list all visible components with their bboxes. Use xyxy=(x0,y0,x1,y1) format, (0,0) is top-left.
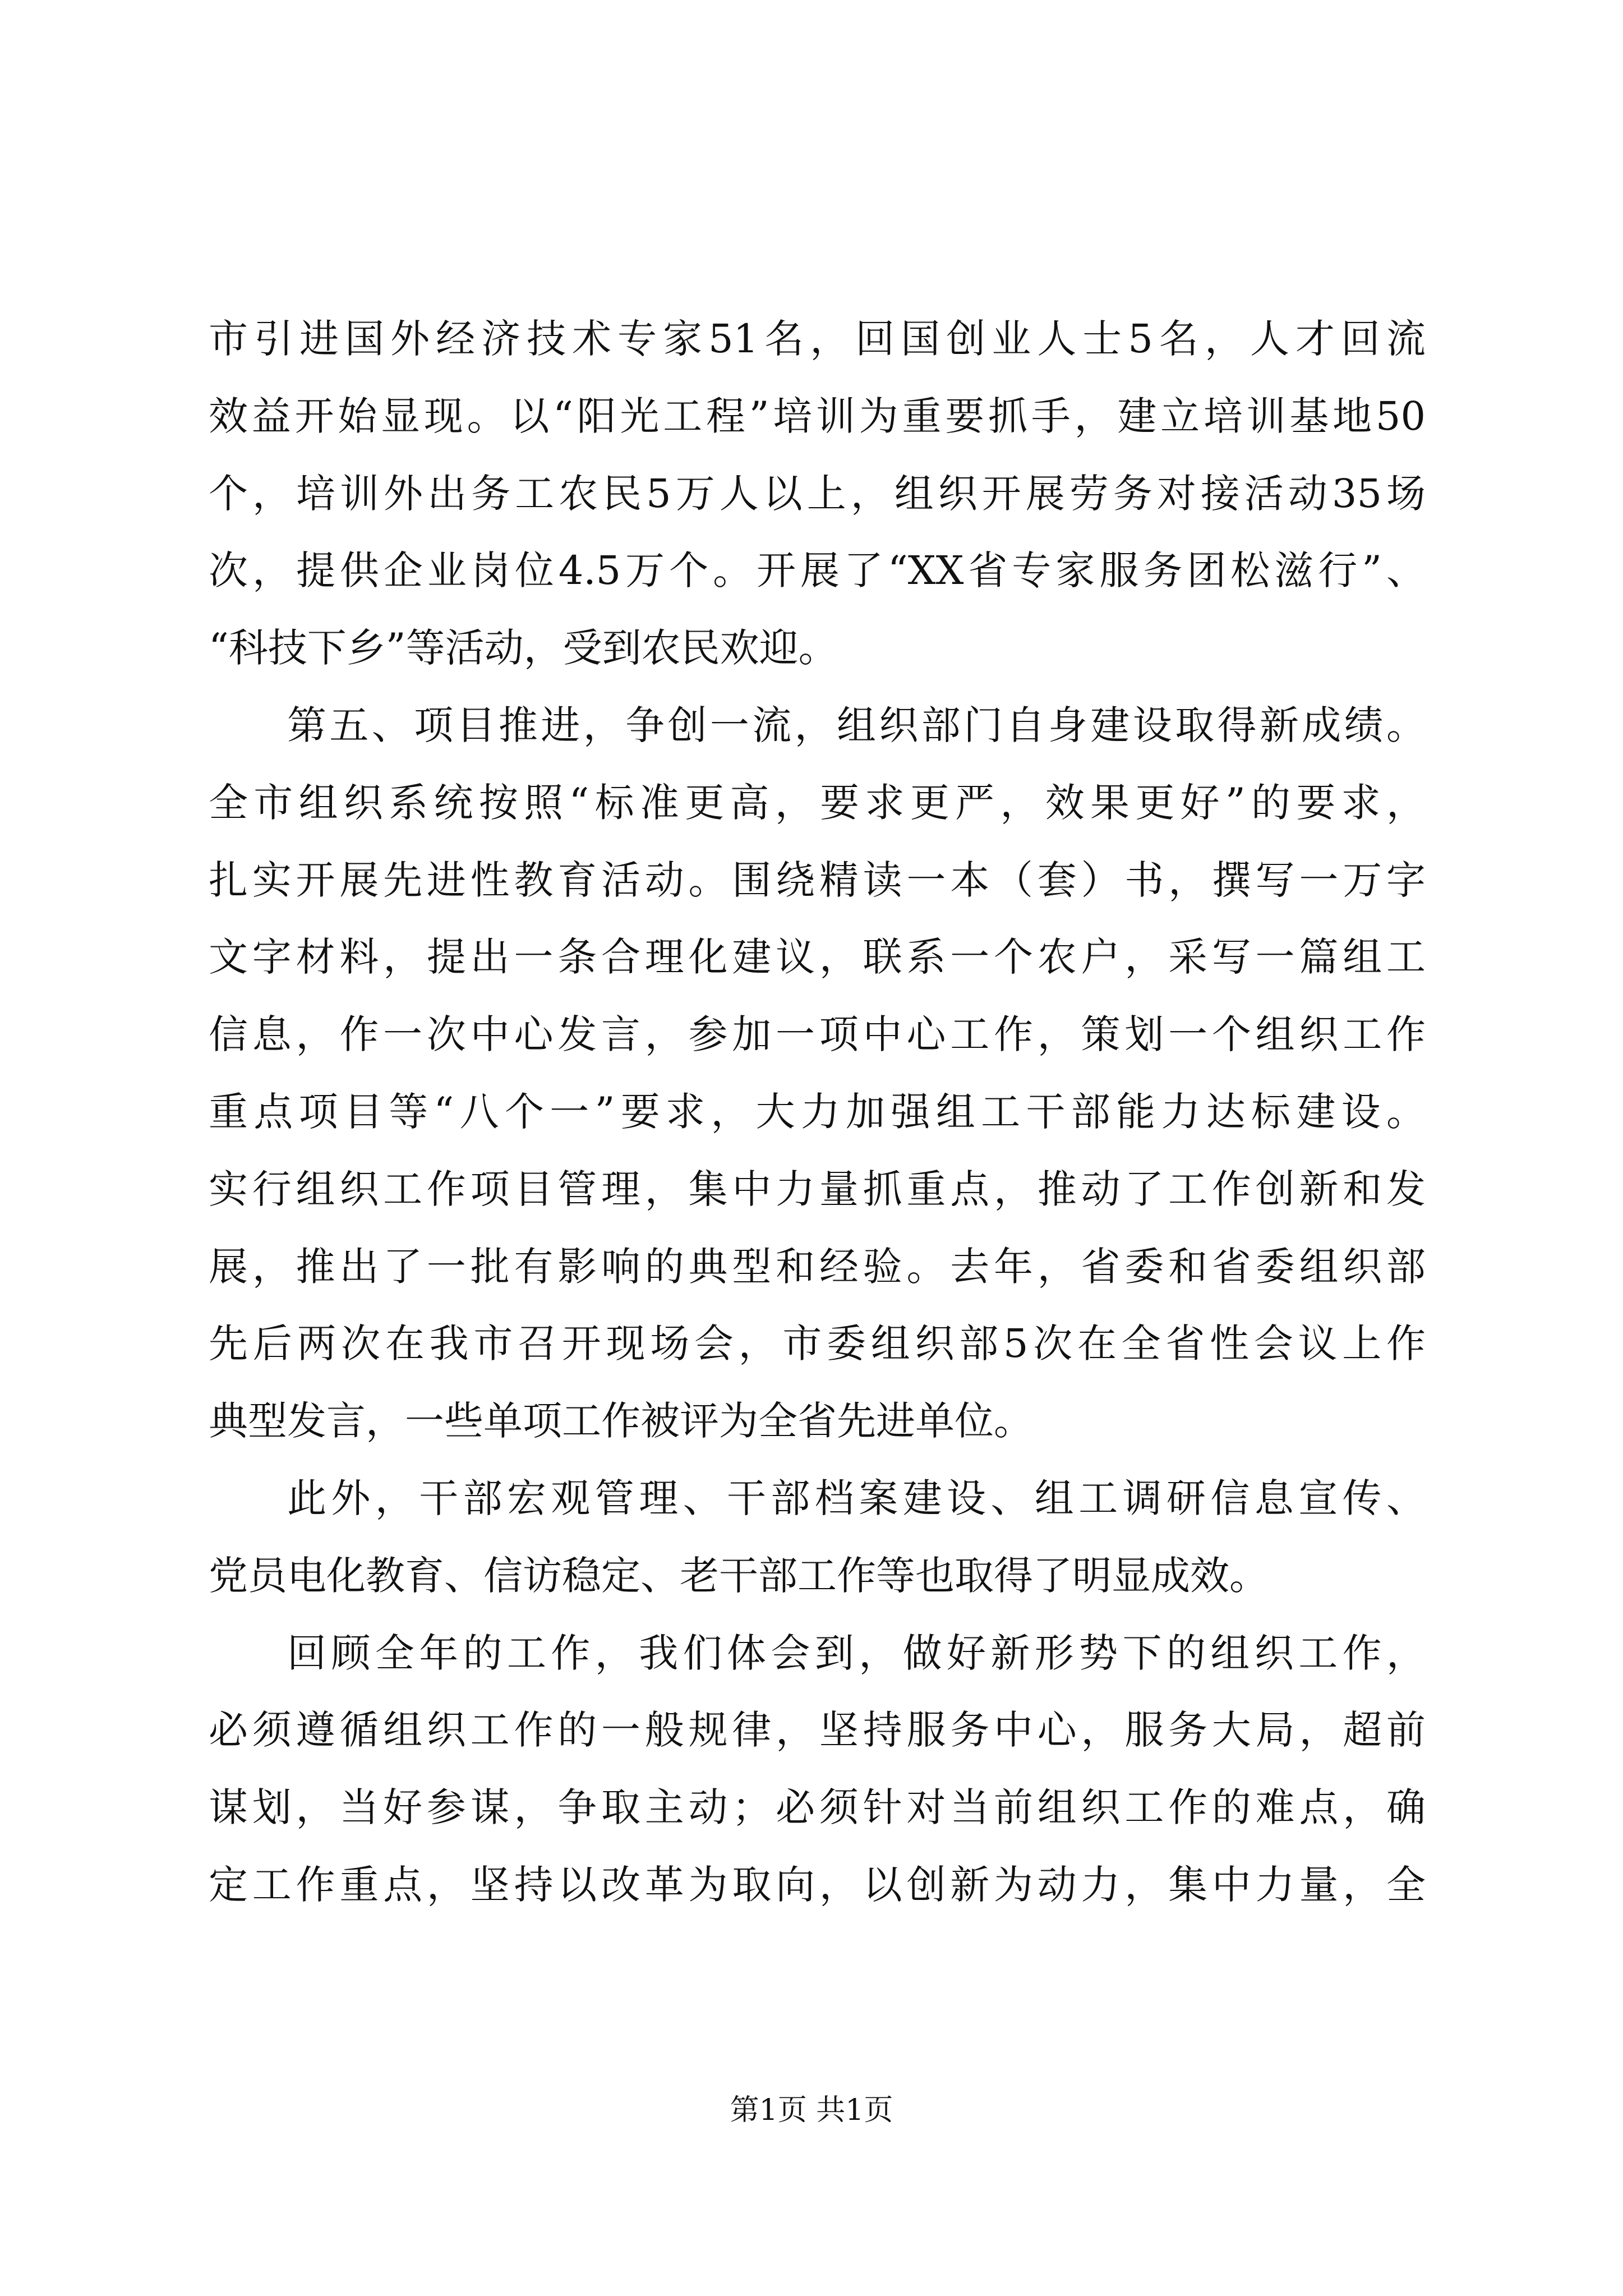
text-line: 扎实开展先进性教育活动。围绕精读一本（套）书，撰写一万字 xyxy=(209,857,1426,903)
text-line: 第五、项目推进，争创一流，组织部门自身建设取得新成绩。 xyxy=(287,702,1426,748)
text-line: 定工作重点，坚持以改革为取向，以创新为动力，集中力量，全 xyxy=(209,1861,1426,1908)
paragraph xyxy=(209,687,1426,1460)
text-line: 典型发言，一些单项工作被评为全省先进单位。 xyxy=(209,1398,1033,1444)
text-line: 信息，作一次中心发言，参加一项中心工作，策划一个组织工作 xyxy=(209,1011,1426,1058)
text-line: 全市组织系统按照“标准更高，要求更严，效果更好”的要求， xyxy=(209,779,1426,826)
text-line: 此外，干部宏观管理、干部档案建设、组工调研信息宣传、 xyxy=(287,1475,1426,1521)
text-line: 实行组织工作项目管理，集中力量抓重点，推动了工作创新和发 xyxy=(209,1166,1426,1212)
text-line: “科技下乡”等活动，受到农民欢迎。 xyxy=(209,625,838,671)
text-line: 效益开始显现。以“阳光工程”培训为重要抓手，建立培训基地50 xyxy=(209,393,1426,439)
text-line: 回顾全年的工作，我们体会到，做好新形势下的组织工作， xyxy=(287,1630,1426,1676)
text-line: 个，培训外出务工农民5万人以上，组织开展劳务对接活动35场 xyxy=(209,470,1426,517)
paragraph xyxy=(209,1615,1426,1924)
text-line: 重点项目等“八个一”要求，大力加强组工干部能力达标建设。 xyxy=(209,1088,1426,1135)
text-line: 文字材料，提出一条合理化建议，联系一个农户，采写一篇组工 xyxy=(209,934,1426,981)
text-line: 先后两次在我市召开现场会，市委组织部5次在全省性会议上作 xyxy=(209,1320,1426,1367)
text-line: 次，提供企业岗位4.5万个。开展了“XX省专家服务团松滋行”、 xyxy=(209,547,1426,594)
paragraph xyxy=(209,1460,1426,1615)
document-body xyxy=(209,301,1426,1924)
text-line: 党员电化教育、信访稳定、老干部工作等也取得了明显成效。 xyxy=(209,1552,1269,1599)
text-line: 必须遵循组织工作的一般规律，坚持服务中心，服务大局，超前 xyxy=(209,1707,1426,1754)
paragraph xyxy=(209,301,1426,687)
text-line: 谋划，当好参谋，争取主动；必须针对当前组织工作的难点，确 xyxy=(209,1784,1426,1831)
text-line: 市引进国外经济技术专家51名，回国创业人士5名，人才回流 xyxy=(209,316,1426,362)
text-line: 展，推出了一批有影响的典型和经验。去年，省委和省委组织部 xyxy=(209,1243,1426,1290)
page-footer: 第1页 共1页 xyxy=(730,2093,893,2127)
